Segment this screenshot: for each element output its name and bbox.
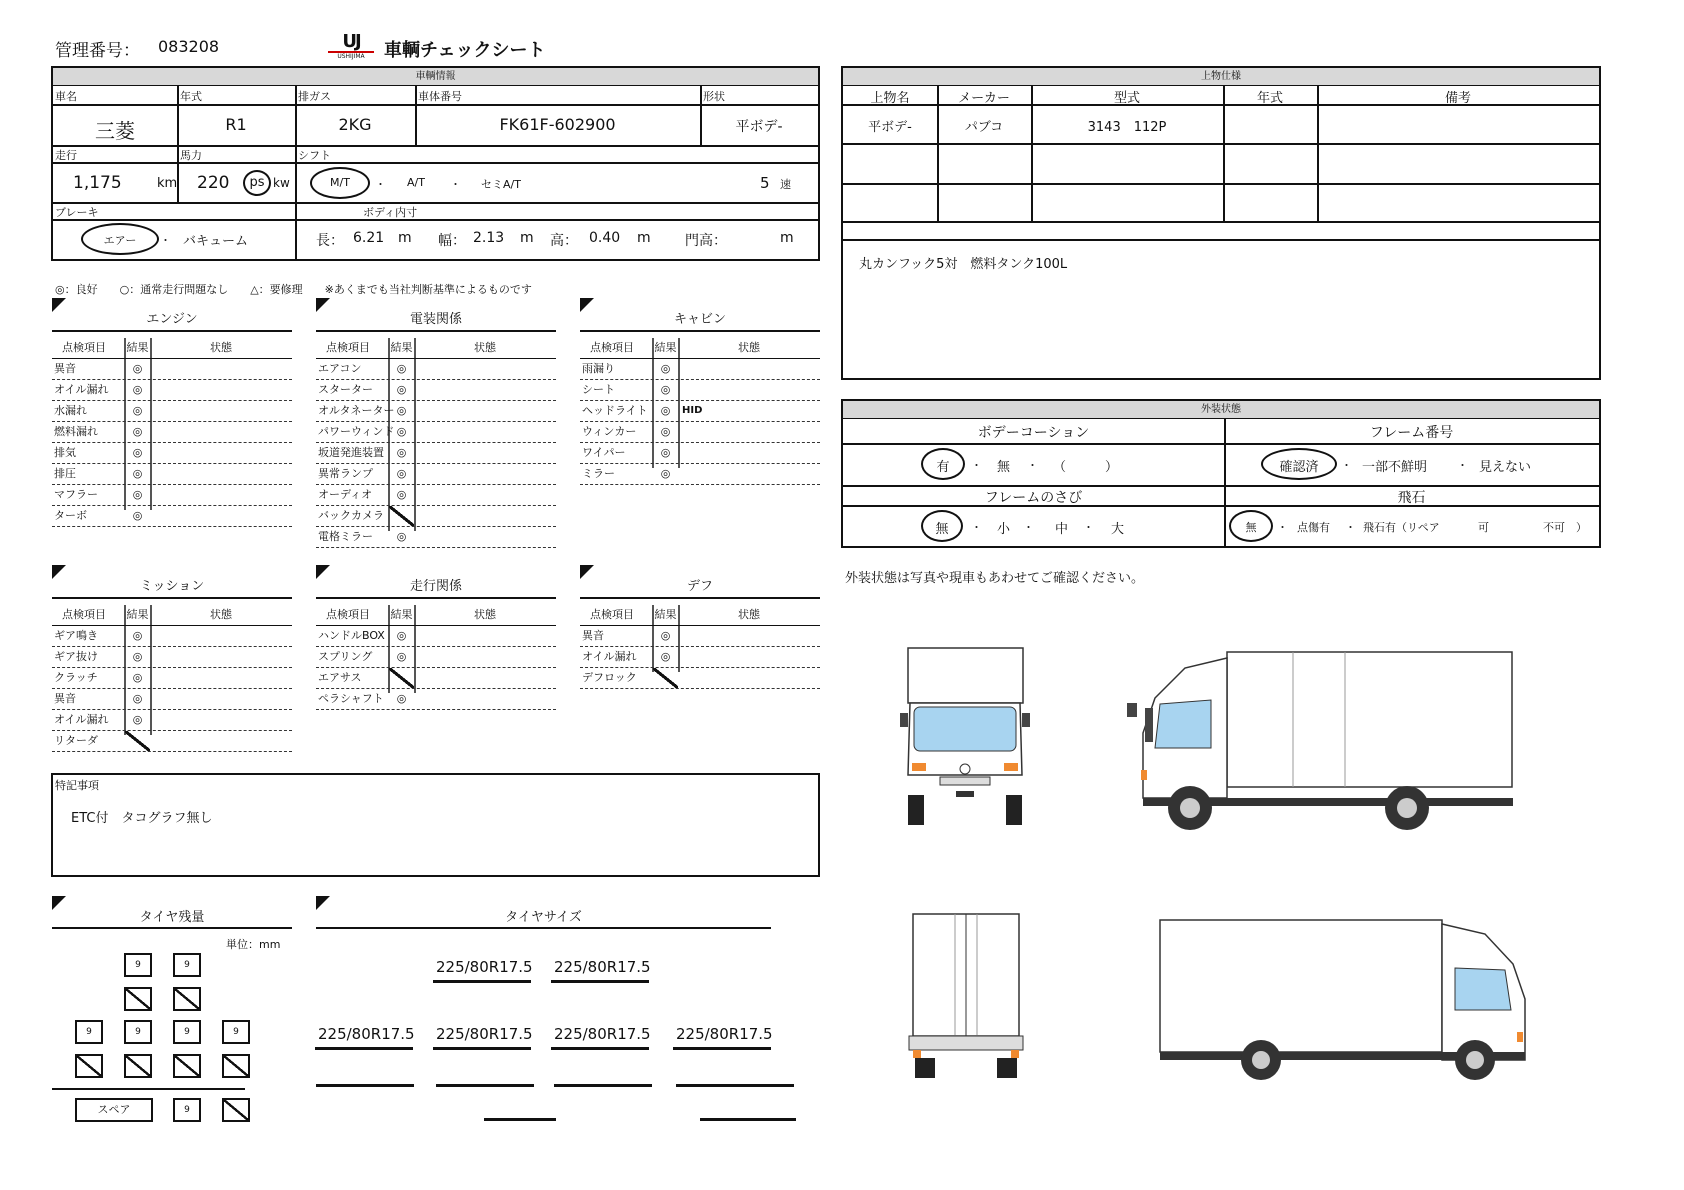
table-row — [52, 506, 292, 527]
table-row — [316, 647, 556, 668]
item-name: リターダ — [54, 734, 98, 747]
item-result: ◎ — [660, 650, 671, 663]
col-result: 結果 — [654, 608, 677, 621]
item-name: 水漏れ — [54, 404, 87, 417]
tire-remain-box — [173, 1054, 201, 1078]
coating-yes: 有 — [936, 460, 950, 475]
coating-no: 無 — [997, 460, 1011, 475]
item-name: ワイパー — [582, 446, 626, 459]
body-dim-label: ボディ内寸 — [363, 206, 418, 219]
upper-row1-maker: パブコ — [964, 120, 1004, 135]
exterior-header: 外装状態 — [843, 401, 1599, 419]
length-unit: m — [398, 230, 412, 246]
maker-label: 車名 — [55, 90, 77, 103]
power-unit-kw: kw — [273, 176, 290, 190]
shape-label: 形状 — [703, 90, 725, 103]
frame-dot-2: ・ — [1457, 459, 1468, 472]
item-name: オルタネーター — [318, 404, 395, 417]
item-result: ◎ — [396, 467, 407, 480]
table-row — [52, 668, 292, 689]
table-row — [52, 401, 292, 422]
item-name: シート — [582, 383, 615, 396]
brake-vacuum: バキューム — [183, 234, 249, 249]
upper-header-name: 上物名 — [870, 91, 910, 106]
col-state: 状態 — [474, 341, 496, 354]
year-value: R1 — [225, 115, 247, 134]
power-label: 馬力 — [180, 149, 202, 162]
power-unit-ps: ps — [249, 175, 265, 190]
tire-size-value: 225/80R17.5 — [676, 1025, 773, 1043]
table-row — [580, 626, 820, 647]
table-header-row — [580, 338, 820, 359]
table-header-row — [316, 338, 556, 359]
table-header-row — [52, 338, 292, 359]
upper-note: 丸カンフック5対 燃料タンク100L — [859, 257, 1068, 272]
gate-height-unit: m — [780, 230, 794, 246]
table-row — [52, 359, 292, 380]
tire-remain-title: タイヤ残量 — [139, 910, 205, 925]
item-name: ペラシャフト — [318, 692, 384, 705]
tire-remain-box: 9 — [173, 953, 201, 977]
item-name: スターター — [318, 383, 373, 396]
coating-label: ボデーコーション — [977, 425, 1090, 441]
vehicle-info-box — [51, 66, 820, 261]
chassis-label: 車体番号 — [418, 90, 462, 103]
table-row — [316, 668, 556, 689]
item-name: 排気 — [54, 446, 76, 459]
table-header-row — [52, 605, 292, 626]
emission-value: 2KG — [338, 115, 372, 134]
rust-mid: 中 — [1055, 522, 1069, 537]
coating-paren: （ ） — [1053, 460, 1119, 475]
tire-size-value: 225/80R17.5 — [554, 958, 651, 976]
item-result: ◎ — [660, 404, 671, 417]
table-row — [580, 401, 820, 422]
item-name: クラッチ — [54, 671, 98, 684]
col-state: 状態 — [210, 341, 232, 354]
table-row — [316, 626, 556, 647]
col-result: 結果 — [126, 341, 149, 354]
table-row — [316, 401, 556, 422]
shift-dot-1: ・ — [375, 178, 386, 191]
mileage-value: 1,175 — [73, 173, 122, 193]
stone-ok: 可 — [1478, 521, 1489, 534]
truck-side-illustration — [1115, 648, 1515, 838]
maker-value: 三菱 — [95, 119, 135, 143]
tire-remain-box: 9 — [173, 1098, 201, 1122]
stone-none: 無 — [1245, 521, 1257, 534]
table-row — [52, 422, 292, 443]
col-state: 状態 — [210, 608, 232, 621]
management-number: 083208 — [158, 37, 220, 56]
item-result: ◎ — [132, 671, 143, 684]
item-result: ◎ — [396, 425, 407, 438]
col-state: 状態 — [738, 341, 760, 354]
item-result: ◎ — [132, 692, 143, 705]
coating-dot-2: ・ — [1027, 459, 1038, 472]
item-result: ◎ — [132, 509, 143, 522]
exterior-note: 外装状態は写真や現車もあわせてご確認ください。 — [845, 571, 1145, 586]
item-result: ◎ — [132, 467, 143, 480]
tire-remain-box: 9 — [124, 1020, 152, 1044]
item-result — [389, 506, 414, 526]
upper-spec-box — [841, 66, 1601, 380]
item-result: ◎ — [396, 488, 407, 501]
table-row — [580, 359, 820, 380]
item-name: ターボ — [54, 509, 87, 522]
item-result: ◎ — [132, 383, 143, 396]
legend: ◎：良好 ○：通常走行問題なし △：要修理 ※あくまでも当社判断基準によるものです — [55, 283, 532, 296]
item-result: ◎ — [660, 467, 671, 480]
vehicle-info-header: 車輌情報 — [53, 68, 818, 86]
special-notes-box — [51, 773, 820, 877]
item-result: ◎ — [396, 530, 407, 543]
tire-size-value: 225/80R17.5 — [436, 958, 533, 976]
shape-value: 平ボデ- — [735, 119, 783, 135]
tire-remain-box — [173, 987, 201, 1011]
item-name: エアコン — [318, 362, 362, 375]
item-result: ◎ — [132, 362, 143, 375]
exterior-box — [841, 399, 1601, 548]
col-state: 状態 — [474, 608, 496, 621]
rust-none: 無 — [935, 522, 949, 537]
item-state: HID — [682, 405, 703, 416]
tire-remain-box: 9 — [173, 1020, 201, 1044]
frame-invisible: 見えない — [1479, 460, 1532, 475]
item-name: バックカメラ — [318, 509, 384, 522]
width-value: 2.13 — [473, 230, 505, 246]
item-result — [125, 731, 150, 751]
upper-header-note: 備考 — [1444, 91, 1471, 106]
tire-remain-box — [222, 1098, 250, 1122]
rust-large: 大 — [1111, 522, 1125, 537]
table-row — [316, 527, 556, 548]
upper-header-model: 型式 — [1113, 91, 1140, 106]
item-name: ギア抜け — [54, 650, 98, 663]
section-title: エンジン — [146, 312, 198, 327]
section-title: デフ — [686, 579, 713, 594]
mileage-label: 走行 — [55, 149, 77, 162]
col-item: 点検項目 — [62, 341, 106, 354]
table-row — [316, 443, 556, 464]
col-result: 結果 — [654, 341, 677, 354]
table-row — [316, 380, 556, 401]
table-row — [52, 731, 292, 752]
table-header-row — [316, 605, 556, 626]
tire-remain-box — [124, 987, 152, 1011]
table-row — [52, 464, 292, 485]
item-result: ◎ — [396, 650, 407, 663]
tire-remain-box — [75, 1054, 103, 1078]
stone-label: 飛石 — [1397, 490, 1426, 506]
item-name: オーディオ — [318, 488, 373, 501]
col-item: 点検項目 — [62, 608, 106, 621]
upper-row1-name: 平ボデ- — [868, 120, 912, 135]
item-name: オイル漏れ — [582, 650, 637, 663]
table-row — [316, 506, 556, 527]
col-item: 点検項目 — [590, 608, 634, 621]
item-result: ◎ — [660, 362, 671, 375]
truck-front-illustration — [900, 645, 1030, 827]
table-row — [52, 626, 292, 647]
rust-small: 小 — [997, 522, 1011, 537]
management-number-label: 管理番号： — [55, 41, 140, 61]
year-label: 年式 — [180, 90, 202, 103]
item-name: ウィンカー — [582, 425, 637, 438]
item-result: ◎ — [660, 425, 671, 438]
col-result: 結果 — [126, 608, 149, 621]
item-name: デフロック — [582, 671, 637, 684]
col-state: 状態 — [738, 608, 760, 621]
power-value: 220 — [197, 173, 230, 193]
item-name: ギア鳴き — [54, 629, 98, 642]
stone-dot-1: ・ — [1277, 521, 1288, 534]
tire-remain-box: 9 — [75, 1020, 103, 1044]
width-label: 幅： — [438, 233, 466, 249]
section-title: ミッション — [139, 579, 205, 594]
table-row — [52, 710, 292, 731]
table-row — [580, 422, 820, 443]
item-name: 異音 — [54, 362, 76, 375]
col-item: 点検項目 — [326, 341, 370, 354]
brake-dot: ・ — [160, 234, 171, 247]
shift-label: シフト — [298, 149, 331, 162]
item-name: ハンドルBOX — [318, 629, 385, 642]
item-result: ◎ — [132, 404, 143, 417]
section-title: キャビン — [673, 312, 726, 327]
sheet-title: 車輌チェックシート — [384, 40, 546, 61]
item-result: ◎ — [396, 383, 407, 396]
table-row — [580, 647, 820, 668]
tire-remain-box: 9 — [222, 1020, 250, 1044]
truck-rear-illustration — [905, 910, 1025, 1082]
item-result: ◎ — [132, 488, 143, 501]
table-row — [316, 464, 556, 485]
tire-remain-box — [222, 1054, 250, 1078]
item-name: 雨漏り — [582, 362, 615, 375]
brake-label: ブレーキ — [55, 206, 99, 219]
table-row — [52, 485, 292, 506]
item-name: パワーウィンド — [318, 425, 395, 438]
item-result: ◎ — [132, 446, 143, 459]
rust-dot-3: ・ — [1083, 521, 1094, 534]
frame-partial: 一部不鮮明 — [1362, 460, 1428, 475]
table-row — [52, 380, 292, 401]
brake-air: エアー — [103, 234, 137, 247]
col-item: 点検項目 — [326, 608, 370, 621]
height-unit: m — [637, 230, 651, 246]
upper-header-maker: メーカー — [958, 91, 1010, 106]
item-name: 坂道発進装置 — [318, 446, 384, 459]
table-row — [580, 464, 820, 485]
upper-spec-header: 上物仕様 — [843, 68, 1599, 86]
item-name: オイル漏れ — [54, 383, 109, 396]
item-result: ◎ — [396, 629, 407, 642]
item-result: ◎ — [396, 446, 407, 459]
col-result: 結果 — [390, 608, 413, 621]
chassis-value: FK61F-602900 — [499, 115, 616, 134]
truck-side-right-illustration — [1155, 914, 1545, 1084]
item-result — [389, 668, 414, 688]
gears-value: 5 — [760, 174, 770, 192]
item-result: ◎ — [660, 446, 671, 459]
table-row — [316, 485, 556, 506]
length-label: 長： — [316, 233, 344, 249]
tire-remain-box — [124, 1054, 152, 1078]
item-result: ◎ — [660, 629, 671, 642]
special-notes-text: ETC付 タコグラフ無し — [71, 811, 213, 826]
item-name: マフラー — [54, 488, 98, 501]
rust-dot-2: ・ — [1023, 521, 1034, 534]
stone-repair: 飛石有（リペア — [1363, 521, 1440, 534]
height-label: 高： — [550, 233, 578, 249]
item-name: 燃料漏れ — [54, 425, 98, 438]
item-result: ◎ — [396, 404, 407, 417]
stone-ng: 不可 ） — [1543, 521, 1587, 534]
tire-size-value: 225/80R17.5 — [436, 1025, 533, 1043]
table-row — [580, 668, 820, 689]
table-row — [52, 647, 292, 668]
coating-dot-1: ・ — [971, 459, 982, 472]
tire-size-value: 225/80R17.5 — [318, 1025, 415, 1043]
item-name: オイル漏れ — [54, 713, 109, 726]
gears-unit: 速 — [780, 178, 791, 191]
rust-label: フレームのさび — [984, 490, 1083, 506]
company-logo: UJ USHIJIMA — [328, 33, 374, 61]
tire-remain-box: 9 — [124, 953, 152, 977]
frame-ok: 確認済 — [1279, 460, 1319, 475]
upper-row1-model: 3143 112P — [1087, 120, 1167, 135]
frame-dot-1: ・ — [1341, 459, 1352, 472]
item-name: 電格ミラー — [318, 530, 373, 543]
table-row — [316, 689, 556, 710]
item-result: ◎ — [132, 425, 143, 438]
item-result — [653, 668, 678, 688]
item-result: ◎ — [396, 692, 407, 705]
item-result: ◎ — [132, 629, 143, 642]
table-row — [52, 443, 292, 464]
item-name: 異常ランプ — [318, 467, 373, 480]
stone-scratch: 点傷有 — [1297, 521, 1330, 534]
table-row — [316, 359, 556, 380]
gate-height-label: 門高： — [685, 233, 727, 249]
item-name: ヘッドライト — [582, 404, 648, 417]
tire-size-value: 225/80R17.5 — [554, 1025, 651, 1043]
shift-at: A/T — [407, 176, 425, 189]
item-result: ◎ — [132, 713, 143, 726]
special-notes-label: 特記事項 — [55, 779, 99, 792]
frame-number-label: フレーム番号 — [1369, 425, 1454, 441]
section-title: 走行関係 — [409, 579, 462, 594]
item-name: 排圧 — [54, 467, 76, 480]
shift-dot-2: ・ — [450, 178, 461, 191]
item-result: ◎ — [396, 362, 407, 375]
table-row — [52, 689, 292, 710]
spare-tire-label: スペア — [75, 1098, 153, 1122]
emission-label: 排ガス — [298, 90, 331, 103]
length-value: 6.21 — [353, 230, 385, 246]
section-title: 電装関係 — [409, 312, 462, 327]
col-item: 点検項目 — [590, 341, 634, 354]
tire-remain-unit: 単位：mm — [226, 938, 281, 951]
item-name: エアサス — [318, 671, 362, 684]
item-name: スプリング — [318, 650, 373, 663]
table-row — [580, 380, 820, 401]
item-result: ◎ — [132, 650, 143, 663]
tire-size-title: タイヤサイズ — [505, 910, 582, 925]
mileage-unit: km — [157, 176, 178, 191]
shift-semi: セミA/T — [481, 178, 521, 191]
width-unit: m — [520, 230, 534, 246]
item-name: 異音 — [582, 629, 604, 642]
rust-dot-1: ・ — [971, 521, 982, 534]
height-value: 0.40 — [589, 230, 621, 246]
table-header-row — [580, 605, 820, 626]
shift-mt: M/T — [330, 176, 350, 189]
item-name: ミラー — [582, 467, 615, 480]
table-row — [316, 422, 556, 443]
upper-header-year: 年式 — [1256, 91, 1283, 106]
item-name: 異音 — [54, 692, 76, 705]
stone-dot-2: ・ — [1345, 521, 1356, 534]
item-result: ◎ — [660, 383, 671, 396]
table-row — [580, 443, 820, 464]
col-result: 結果 — [390, 341, 413, 354]
